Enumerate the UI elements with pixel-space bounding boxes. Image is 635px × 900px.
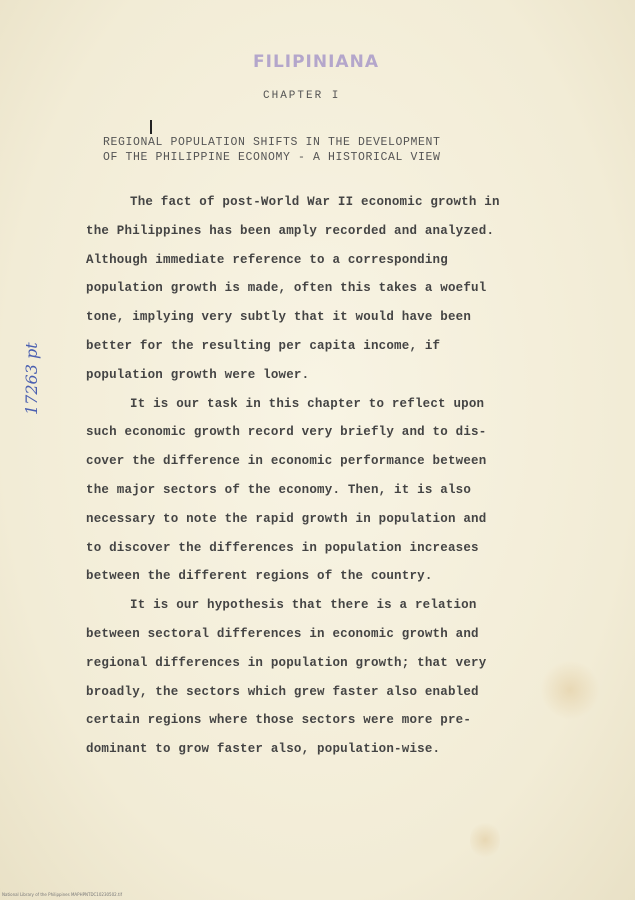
paragraph-line: to discover the differences in population increases	[86, 540, 479, 555]
paragraph-line: between sectoral differences in economic growth and	[86, 626, 479, 641]
paragraph-line: the Philippines has been amply recorded and analyzed.	[86, 223, 495, 238]
handwritten-margin-note: 17263 pt	[22, 342, 41, 415]
title-line-1: REGIONAL POPULATION SHIFTS IN THE DEVELOPMENT	[103, 136, 441, 149]
paragraph-1	[86, 188, 576, 390]
pencil-mark	[150, 120, 152, 134]
paragraph-2	[86, 390, 576, 592]
paragraph-line: necessary to note the rapid growth in population and	[86, 511, 487, 526]
paragraph-line: certain regions where those sectors were more pre-	[86, 713, 472, 728]
paragraph-line: population growth is made, often this takes a woeful	[86, 281, 487, 296]
paragraph-line: dominant to grow faster also, population-wise.	[86, 742, 441, 757]
paragraph-line: cover the difference in economic performance between	[86, 454, 487, 469]
paper-stain	[470, 820, 500, 860]
paragraph-line: Although immediate reference to a corresponding	[86, 252, 448, 267]
footer-caption: National Library of the Philippines MAPHPNTDC10230502.tif	[2, 892, 123, 897]
paragraph-3	[86, 591, 576, 764]
paragraph-line: It is our task in this chapter to reflect upon	[130, 396, 485, 411]
paragraph-line: tone, implying very subtly that it would have been	[86, 310, 472, 325]
paragraph-line: between the different regions of the country.	[86, 569, 433, 584]
paragraph-line: population growth were lower.	[86, 367, 310, 382]
paragraph-line: It is our hypothesis that there is a relation	[130, 598, 477, 613]
title-line-2: OF THE PHILIPPINE ECONOMY - A HISTORICAL VIEW	[103, 151, 441, 164]
paragraph-line: The fact of post-World War II economic growth in	[130, 195, 500, 209]
paragraph-line: broadly, the sectors which grew faster also enabled	[86, 684, 479, 699]
paragraph-line: the major sectors of the economy. Then, it is also	[86, 482, 472, 497]
chapter-title	[103, 135, 543, 165]
paragraph-line: such economic growth record very briefly and to dis-	[86, 425, 487, 440]
paragraph-line: regional differences in population growth; that very	[86, 655, 487, 670]
chapter-heading: CHAPTER I	[263, 90, 341, 102]
filipiniana-stamp: FILIPINIANA	[253, 52, 379, 72]
body-text	[86, 188, 576, 764]
paragraph-line: better for the resulting per capita income, if	[86, 338, 441, 353]
